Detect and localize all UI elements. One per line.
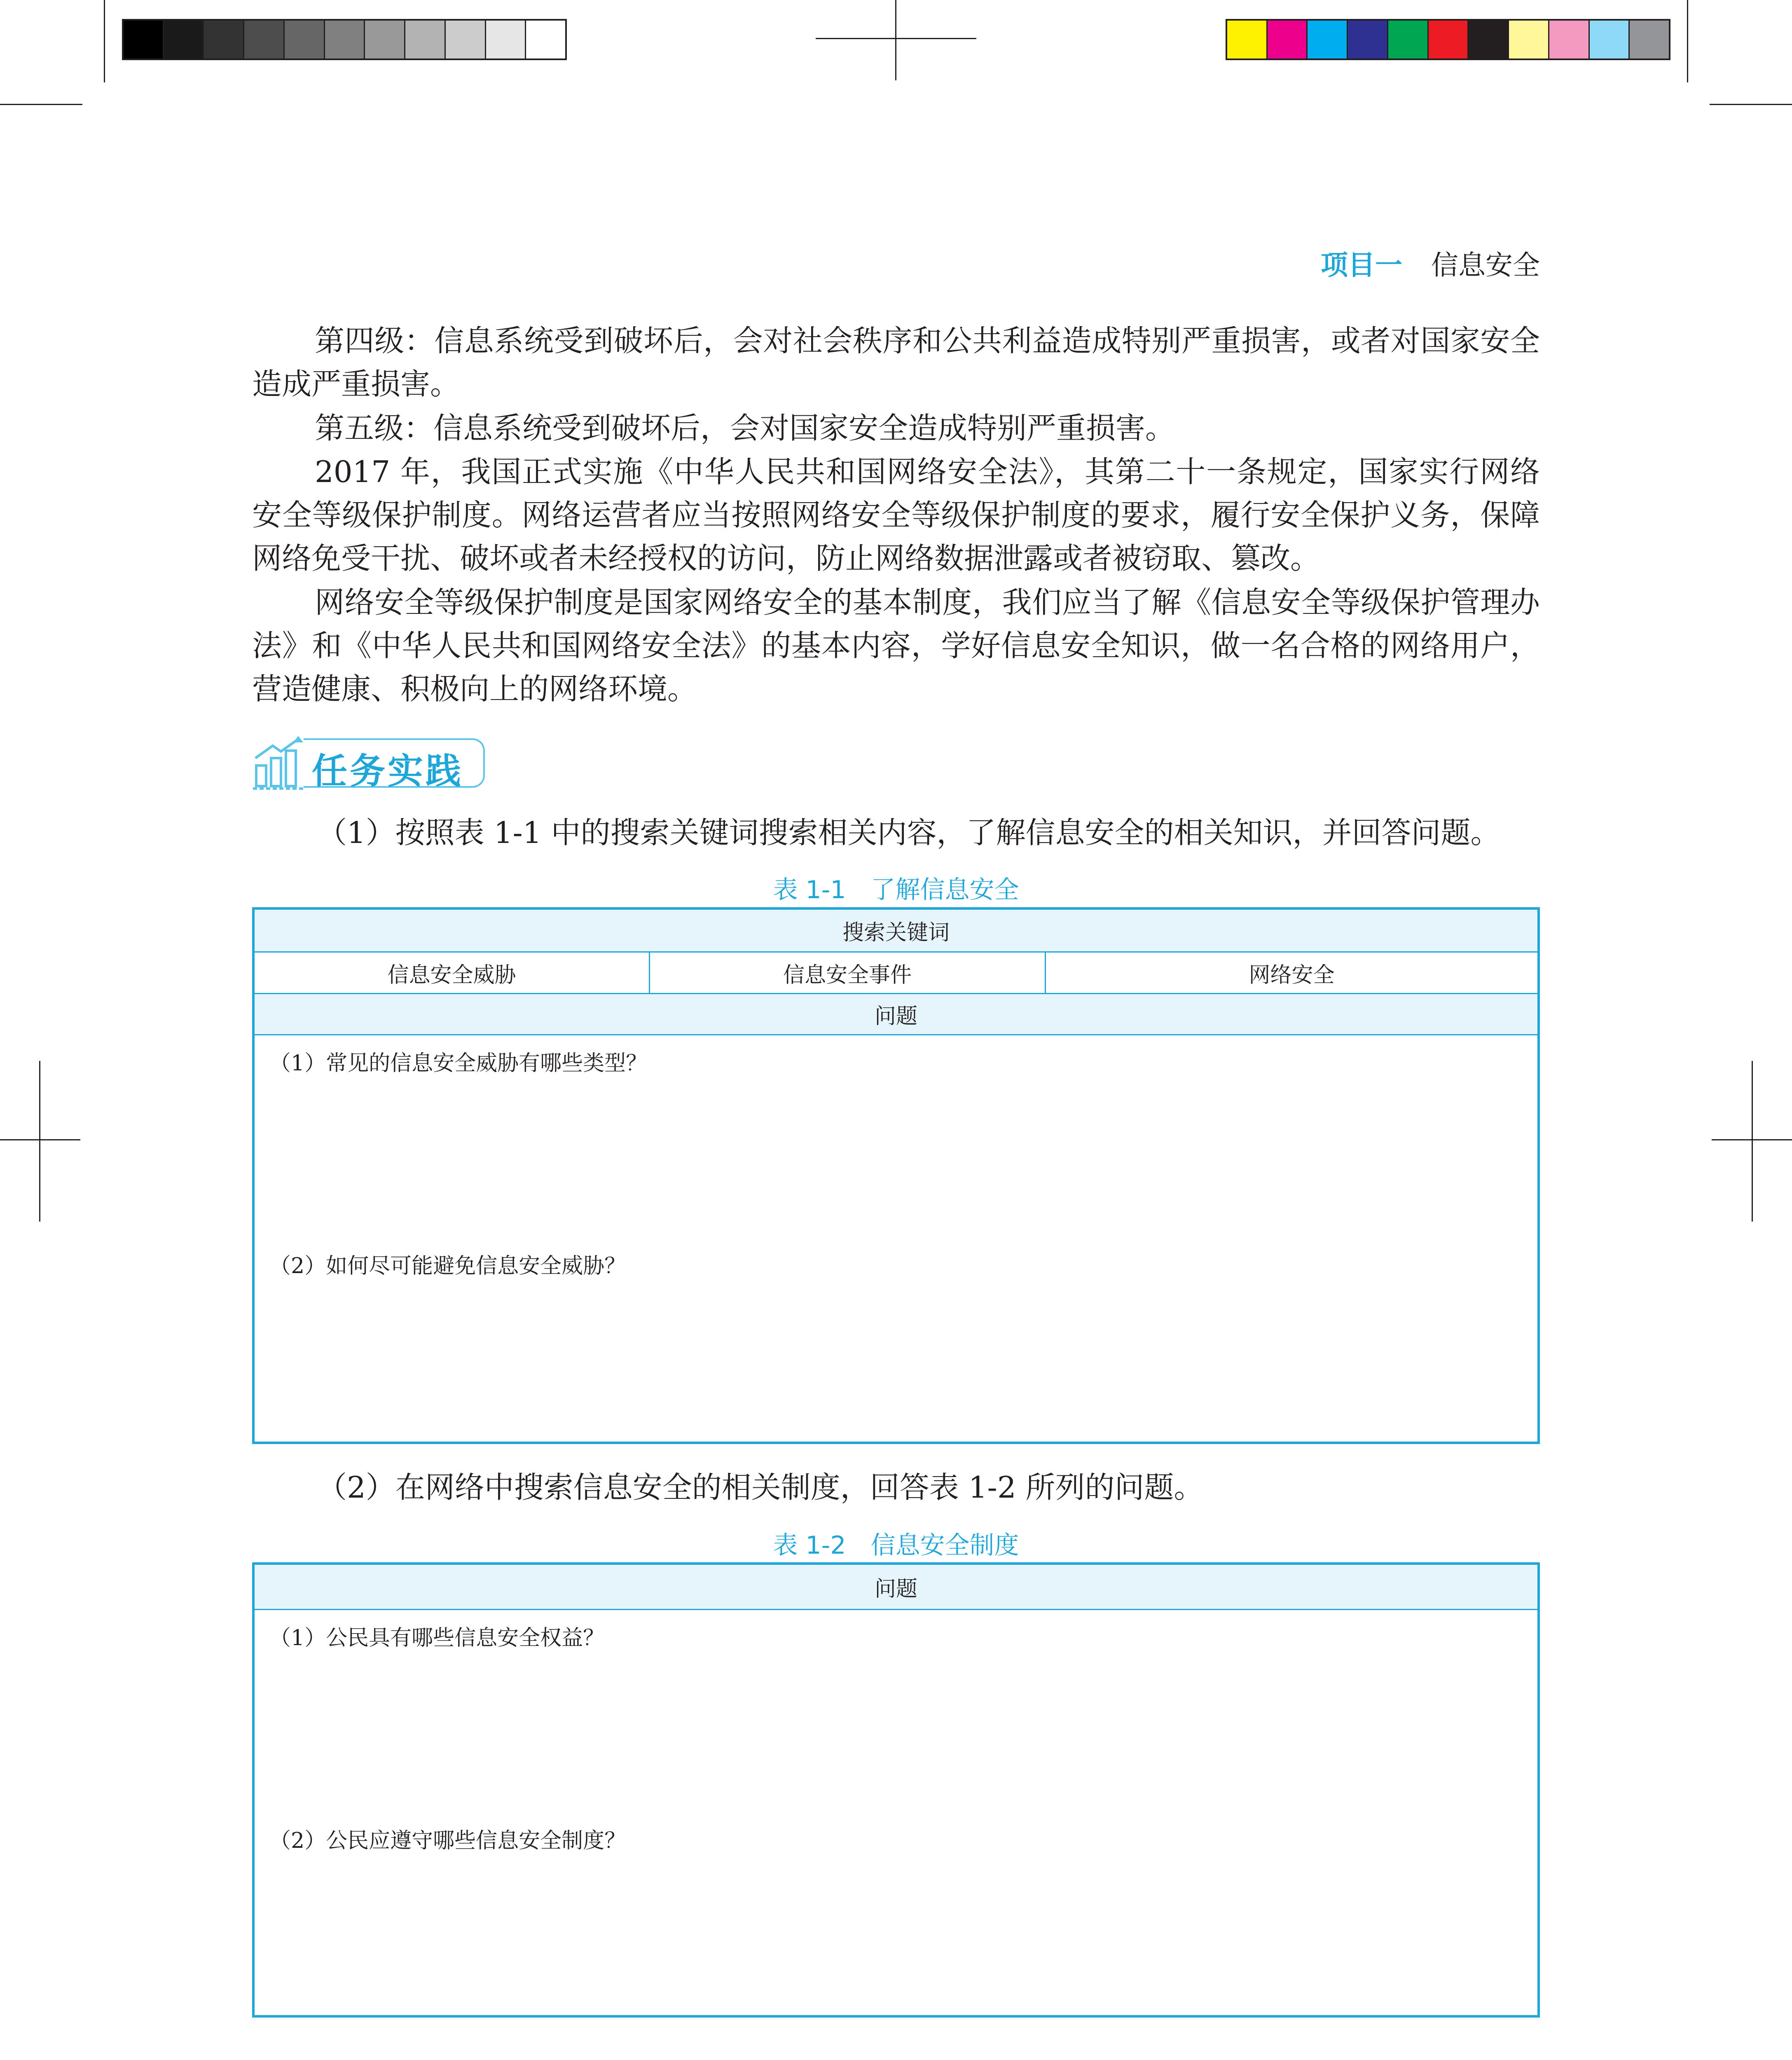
color-swatch bbox=[1348, 21, 1388, 59]
color-swatch bbox=[1590, 21, 1630, 59]
color-swatch bbox=[365, 21, 405, 59]
section-title-text: 任务实践 bbox=[312, 750, 463, 792]
table2-number: 表 1-2 bbox=[773, 1531, 846, 1560]
keyword-cell: 信息安全事件 bbox=[649, 953, 1045, 993]
color-swatch bbox=[204, 21, 244, 59]
table2-caption bbox=[0, 1526, 1792, 1561]
running-header bbox=[1321, 243, 1540, 282]
question-item: （2）公民应遵守哪些信息安全制度？ bbox=[269, 1828, 626, 1853]
color-swatch bbox=[244, 21, 285, 59]
color-swatch bbox=[285, 21, 325, 59]
table1-number: 表 1-1 bbox=[773, 876, 846, 904]
question-item: （1）公民具有哪些信息安全权益？ bbox=[269, 1626, 605, 1650]
keyword-cell: 信息安全威胁 bbox=[387, 962, 516, 988]
paragraph-level4: 第四级：信息系统受到破坏后，会对社会秩序和公共利益造成特别严重损害，或者对国家安全造成严重损害。 bbox=[252, 323, 1540, 401]
header-project: 项目一 bbox=[1321, 249, 1402, 281]
questions-header-row bbox=[255, 994, 1537, 1035]
task2-prompt: （2）在网络中搜索信息安全的相关制度，回答表 1-2 所列的问题。 bbox=[317, 1470, 1204, 1505]
paragraph-2017-law: 2017 年，我国正式实施《中华人民共和国网络安全法》，其第二十一条规定，国家实行网络安全等级保护制度。网络运营者应当按照网络安全等级保护制度的要求，履行安全保护义务，保障网络免受干扰、破坏或者未经授权的访问，防止网络数据泄露或者被窃取、篡改。 bbox=[252, 454, 1540, 576]
color-swatch bbox=[405, 21, 446, 59]
color-swatch bbox=[1308, 21, 1348, 59]
header-chapter: 信息安全 bbox=[1431, 249, 1540, 281]
color-swatch bbox=[1509, 21, 1549, 59]
table-1-1 bbox=[252, 907, 1540, 1444]
questions-header: 问题 bbox=[874, 1577, 917, 1601]
table2-title: 信息安全制度 bbox=[870, 1531, 1019, 1560]
table1-caption bbox=[0, 870, 1792, 906]
color-swatch bbox=[124, 21, 164, 59]
grayscale-color-bar bbox=[122, 19, 567, 60]
color-swatch bbox=[1469, 21, 1509, 59]
questions-header-row bbox=[255, 1565, 1537, 1610]
color-swatch bbox=[446, 21, 486, 59]
color-swatch bbox=[1630, 21, 1669, 59]
keyword-cell: 网络安全 bbox=[1045, 953, 1537, 993]
question-item: （2）如何尽可能避免信息安全威胁？ bbox=[269, 1254, 626, 1278]
paragraph-level5: 第五级：信息系统受到破坏后，会对国家安全造成特别严重损害。 bbox=[315, 411, 1175, 445]
color-swatch bbox=[1549, 21, 1590, 59]
paragraph-protection-system: 网络安全等级保护制度是国家网络安全的基本制度，我们应当了解《信息安全等级保护管理办法》和《中华人民共和国网络安全法》的基本内容，学好信息安全知识，做一名合格的网络用户，营造健康、积极向上的网络环境。 bbox=[252, 585, 1540, 706]
color-swatch bbox=[1227, 21, 1268, 59]
question-item: （1）常见的信息安全威胁有哪些类型？ bbox=[269, 1051, 648, 1076]
color-swatch bbox=[1268, 21, 1308, 59]
color-swatch bbox=[1429, 21, 1469, 59]
process-color-bar bbox=[1226, 19, 1670, 60]
questions-header: 问题 bbox=[874, 1004, 917, 1029]
keywords-header-row bbox=[255, 910, 1537, 953]
color-swatch bbox=[325, 21, 365, 59]
section-title-task-practice bbox=[252, 733, 483, 793]
keywords-header: 搜索关键词 bbox=[842, 920, 950, 945]
color-swatch bbox=[164, 21, 204, 59]
color-swatch bbox=[526, 21, 565, 59]
color-swatch bbox=[1388, 21, 1429, 59]
task1-prompt: （1）按照表 1-1 中的搜索关键词搜索相关内容，了解信息安全的相关知识，并回答问题。 bbox=[317, 815, 1500, 850]
keywords-row bbox=[255, 953, 1537, 994]
table-1-2 bbox=[252, 1562, 1540, 2018]
table1-title: 了解信息安全 bbox=[870, 876, 1019, 904]
color-swatch bbox=[486, 21, 526, 59]
